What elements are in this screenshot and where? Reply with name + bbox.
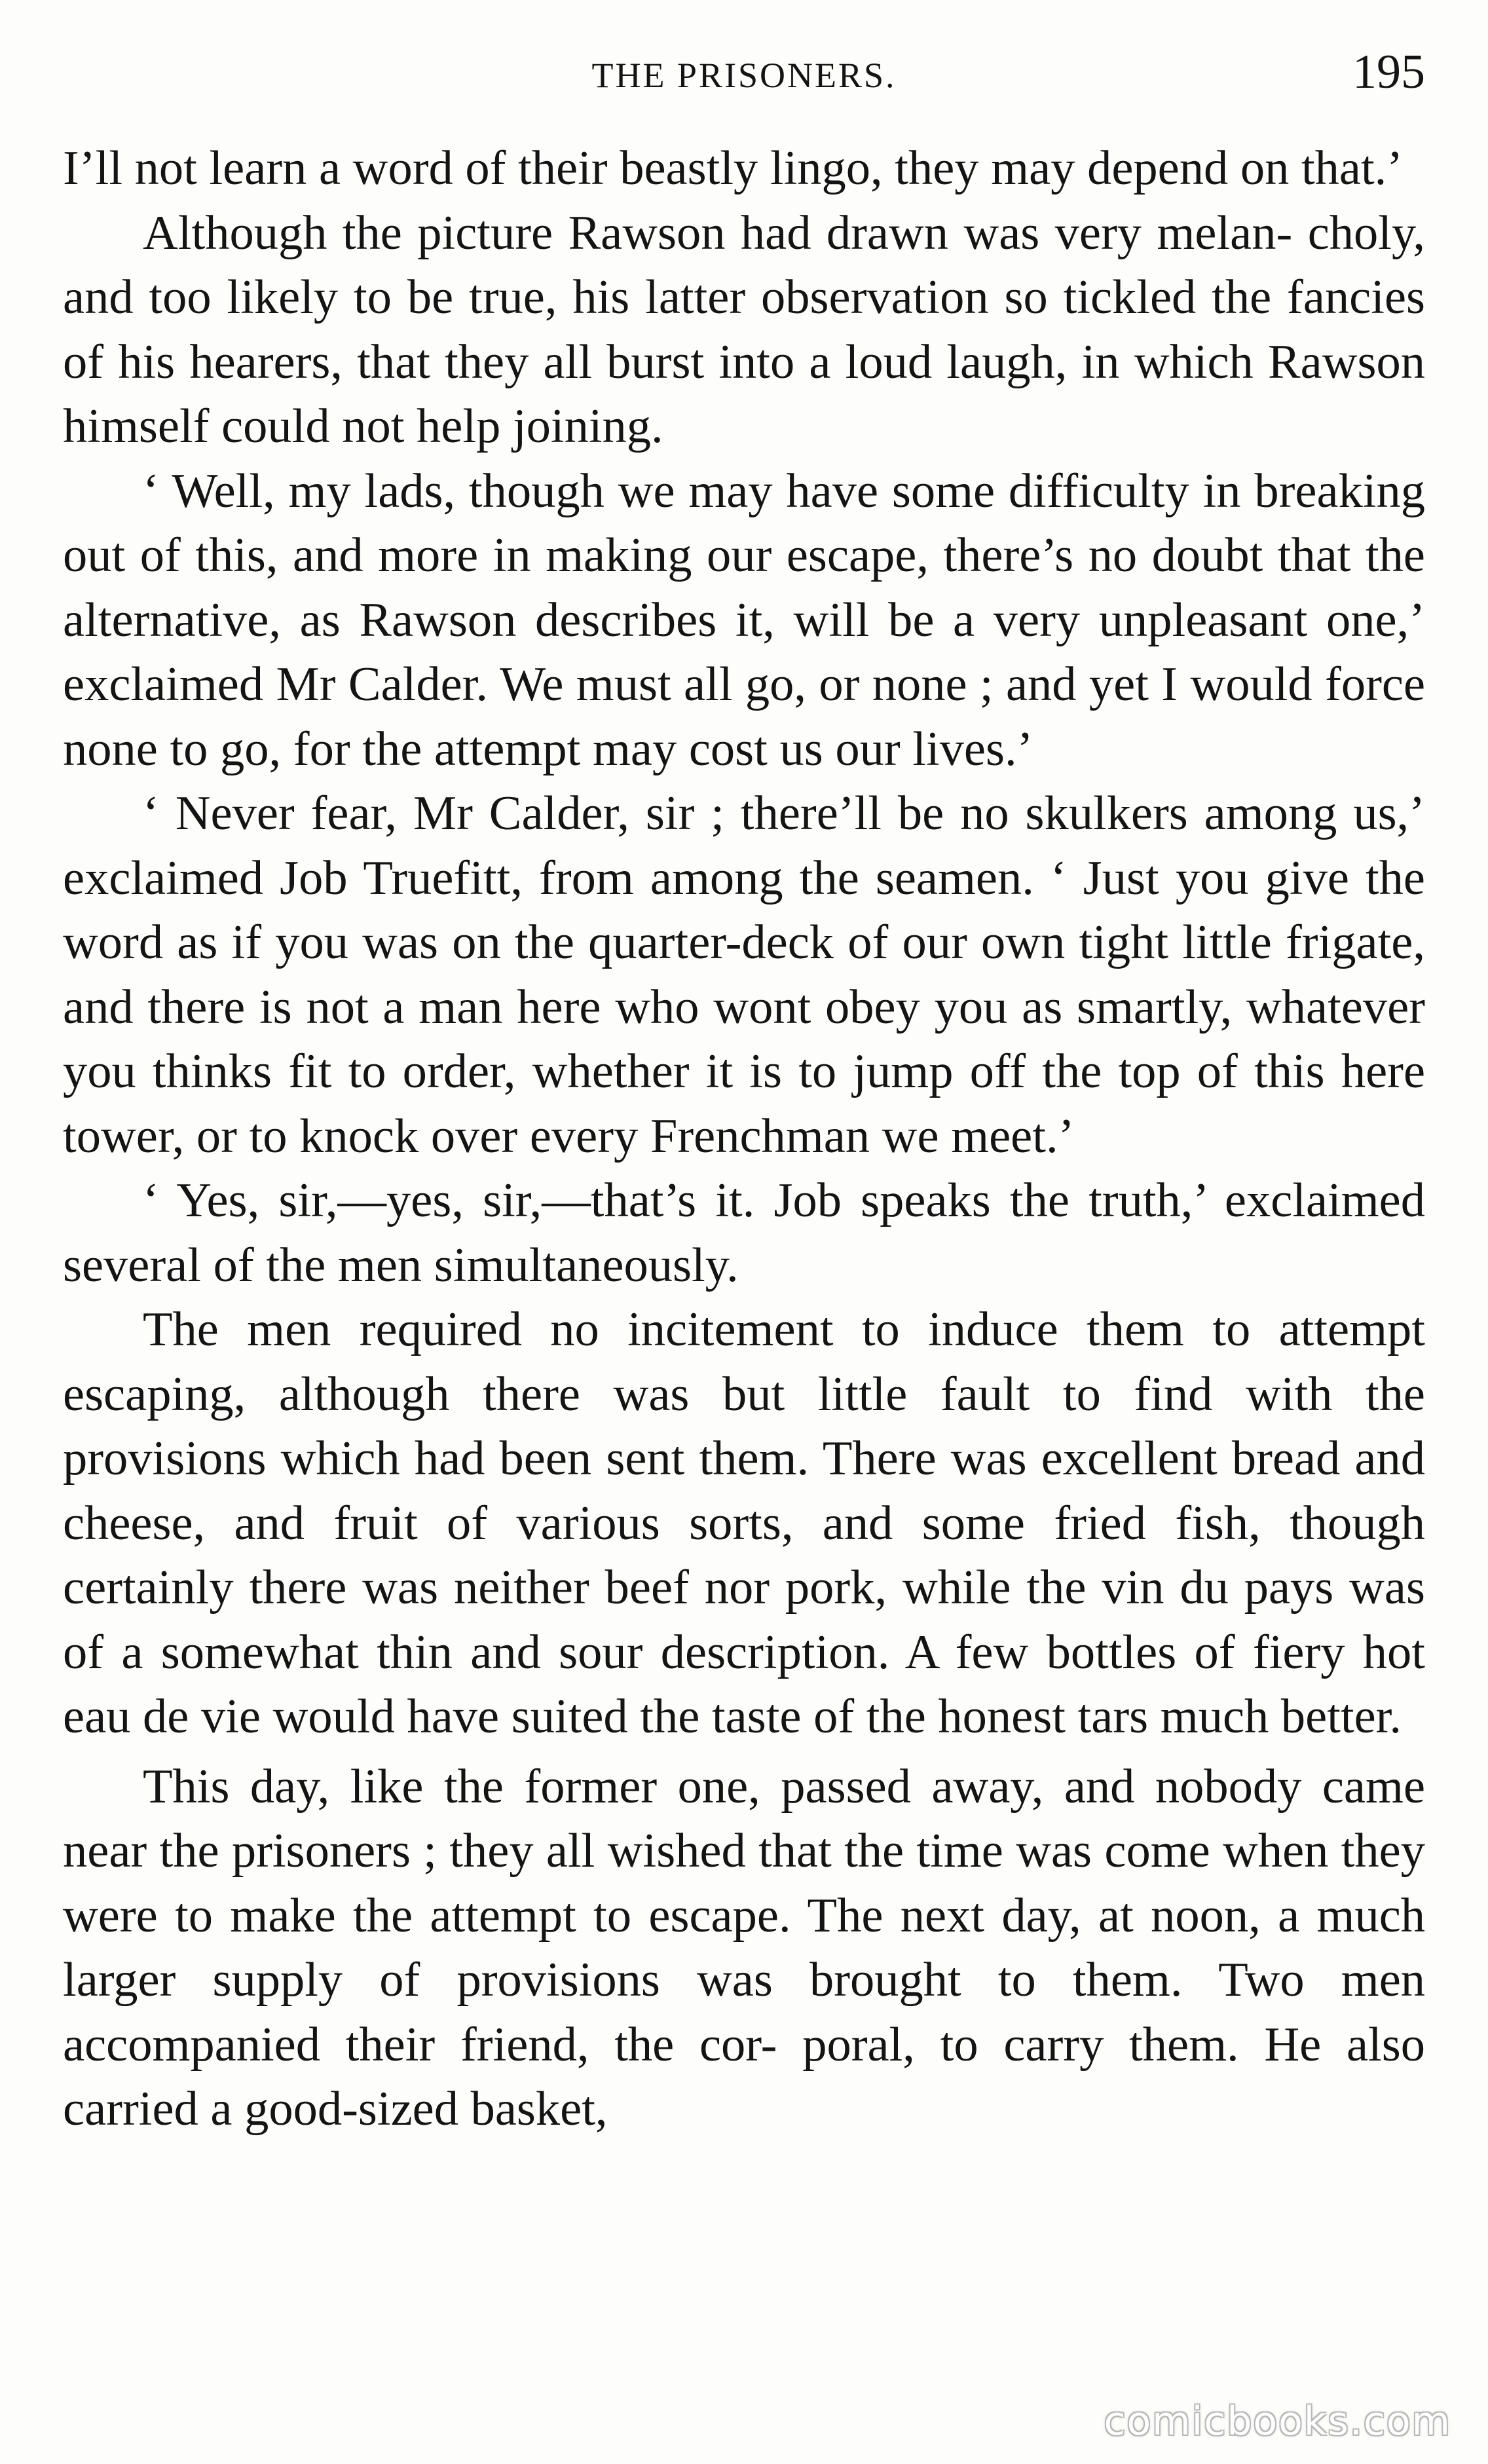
text-line: du pays was of a somewhat thin and sour description. A few <box>63 1561 1425 1679</box>
text-line: bread and cheese, and fruit of various sorts, and some fried fish, <box>63 1432 1425 1550</box>
text-line: honest tars much better. <box>938 1690 1402 1744</box>
paragraph <box>63 781 1425 1168</box>
text-line: that.’ <box>1301 141 1404 195</box>
text-line: us,’ exclaimed Job Truefitt, from among the seamen. ‘ Just <box>63 787 1425 905</box>
paragraph <box>63 459 1425 782</box>
running-title: THE PRISONERS. <box>591 56 897 95</box>
paragraph <box>63 136 1425 201</box>
text-line: ‘ Yes, sir,—yes, sir,—that’s it. Job speaks the truth,’ <box>143 1174 1206 1227</box>
text-line: The men required no incitement to induce them to attempt <box>143 1303 1425 1356</box>
body-text <box>63 136 1425 2142</box>
page-number: 195 <box>1352 45 1425 99</box>
text-line: in which Rawson himself could not help joining. <box>63 335 1425 453</box>
text-line: brought to them. Two men accompanied their friend, the cor- <box>63 1953 1426 2072</box>
text-line: the fancies of his hearers, that they all burst into a loud laugh, <box>63 271 1425 389</box>
text-line: poral, to carry them. He also carried a good-sized basket, <box>63 2017 1425 2136</box>
text-line: you give the word as if you was on the quarter-deck of our own <box>63 851 1426 969</box>
text-line: tight little frigate, and there is not a man here who wont obey <box>63 916 1425 1034</box>
text-line: choly, and too likely to be true, his latter observation so tickled <box>63 206 1425 324</box>
text-line: Although the picture Rawson had drawn was very melan- <box>143 206 1293 260</box>
text-line: This day, like the former one, passed away, and nobody <box>143 1759 1302 1814</box>
text-line: ‘ Well, my lads, though we may have some difficulty in <box>143 464 1241 518</box>
text-line: may cost us our lives.’ <box>592 722 1033 776</box>
text-line: to jump off the top of this here tower, or to knock over <box>63 1045 1426 1163</box>
text-line: escaping, although there was but little fault to find with the <box>63 1367 1425 1421</box>
text-line: came near the prisoners ; they all wished that the time was <box>63 1759 1426 1878</box>
text-line: provisions which had been sent them. There was excellent <box>63 1432 1218 1485</box>
running-head <box>63 41 1425 119</box>
text-line: exclaimed several of the men simultaneously. <box>63 1174 1425 1292</box>
text-line: come when they were to make the attempt to escape. The <box>63 1824 1425 1943</box>
text-line: every Frenchman we meet.’ <box>529 1109 1075 1163</box>
watermark: comicbooks.com <box>1104 2399 1451 2444</box>
paragraph <box>63 201 1425 459</box>
text-line: or none ; and yet I would force none to go, for the attempt <box>63 658 1426 776</box>
text-line: very unpleasant one,’ exclaimed Mr Calder. We must all go, <box>63 593 1426 711</box>
text-line: breaking out of this, and more in making our escape, there’s <box>63 464 1426 582</box>
text-line: I’ll not learn a word of their beastly lingo, they may depend on <box>63 141 1290 195</box>
paragraph <box>63 1755 1425 2142</box>
paragraph <box>63 1168 1425 1297</box>
paragraph <box>63 1297 1425 1749</box>
text-line: bottles of fiery hot eau de vie would have suited the taste of the <box>63 1625 1425 1744</box>
text-line: ‘ Never fear, Mr Calder, sir ; there’ll be no skulkers among <box>143 787 1337 840</box>
text-line: next day, at noon, a much larger supply of provisions was <box>63 1888 1426 2007</box>
text-line: no doubt that the alternative, as Rawson describes it, will be a <box>63 529 1425 647</box>
text-line: though certainly there was neither beef nor pork, while the vin <box>63 1496 1426 1615</box>
text-line: you as smartly, whatever you thinks fit to order, whether it is <box>63 980 1425 1098</box>
